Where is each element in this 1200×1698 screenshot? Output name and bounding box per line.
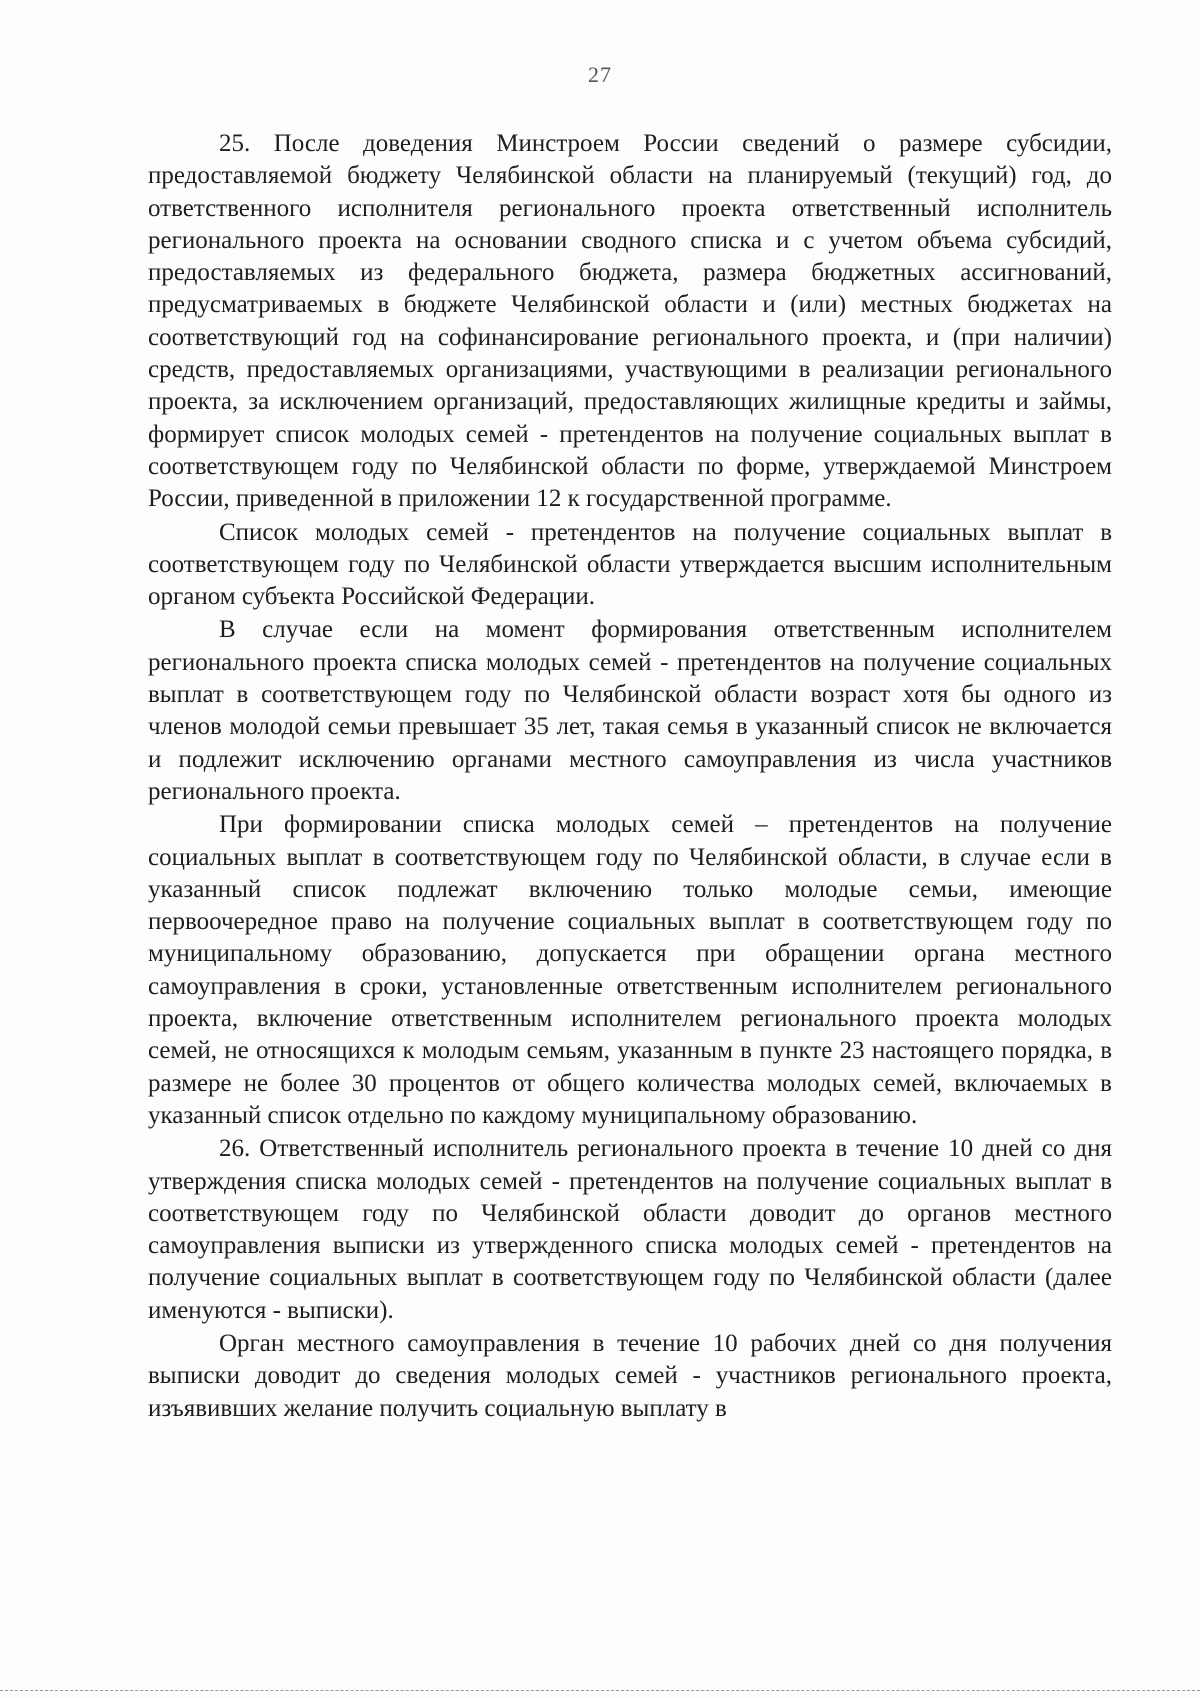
paragraph-age-limit: В случае если на момент формирования ответственным исполнителем регионального проекта списка молодых семей - претендентов на получение социальных выплат в соответствующем году по Челябинской области возраст хотя бы одного из членов молодой семьи превышает 35 лет, такая семья в указанный список не включается и подлежит исключению органами местного самоуправления из числа участников регионального проекта. [148,616,1112,805]
paragraph-list-approval: Список молодых семей - претендентов на получение социальных выплат в соответствующем году по Челябинской области утверждается высшим исполнительным органом субъекта Российской Федерации. [148,518,1112,611]
paragraph-list-forming: При формировании списка молодых семей – претендентов на получение социальных выплат в соответствующем году по Челябинской области, в случае если в указанный список подлежат включению только молодые семьи, имеющие первоочередное право на получение социальных выплат в соответствующем году по муниципальному образованию, допускается при обращении органа местного самоуправления в сроки, установленные ответственным исполнителем регионального проекта, включение ответственным исполнителем регионального проекта молодых семей, не относящихся к молодым семьям, указанным в пункте 23 настоящего порядка, в размере не более 30 процентов от общего количества молодых семей, включаемых в указанный список отдельно по каждому муниципальному образованию. [148,811,1112,1129]
document-body [148,128,1112,1425]
paragraph-26: 26. Ответственный исполнитель регионального проекта в течение 10 дней со дня утверждения списка молодых семей - претендентов на получение социальных выплат в соответствующем году по Челябинской области доводит до органов местного самоуправления выписки из утвержденного списка молодых семей - претендентов на получение социальных выплат в соответствующем году по Челябинской области (далее именуются - выписки). [148,1135,1112,1324]
paragraph-local-authority: Орган местного самоуправления в течение 10 рабочих дней со дня получения выписки доводит до сведения молодых семей - участников регионального проекта, изъявивших желание получить социальную выплату в [148,1329,1112,1422]
page-number: 27 [588,62,612,87]
scan-edge-line [0,1690,1200,1691]
paragraph-25: 25. После доведения Минстроем России сведений о размере субсидии, предоставляемой бюджету Челябинской области на планируемый (текущий) год, до ответственного исполнителя регионального проекта ответственный исполнитель регионального проекта на основании сводного списка и с учетом объема субсидий, предоставляемых из федерального бюджета, размера бюджетных ассигнований, предусматриваемых в бюджете Челябинской области и (или) местных бюджетах на соответствующий год на софинансирование регионального проекта, и (при наличии) средств, предоставляемых организациями, участвующими в реализации регионального проекта, за исключением организаций, предоставляющих жилищные кредиты и займы, формирует список молодых семей - претендентов на получение социальных выплат в соответствующем году по Челябинской области по форме, утверждаемой Минстроем России, приведенной в приложении 12 к государственной программе. [148,130,1112,513]
